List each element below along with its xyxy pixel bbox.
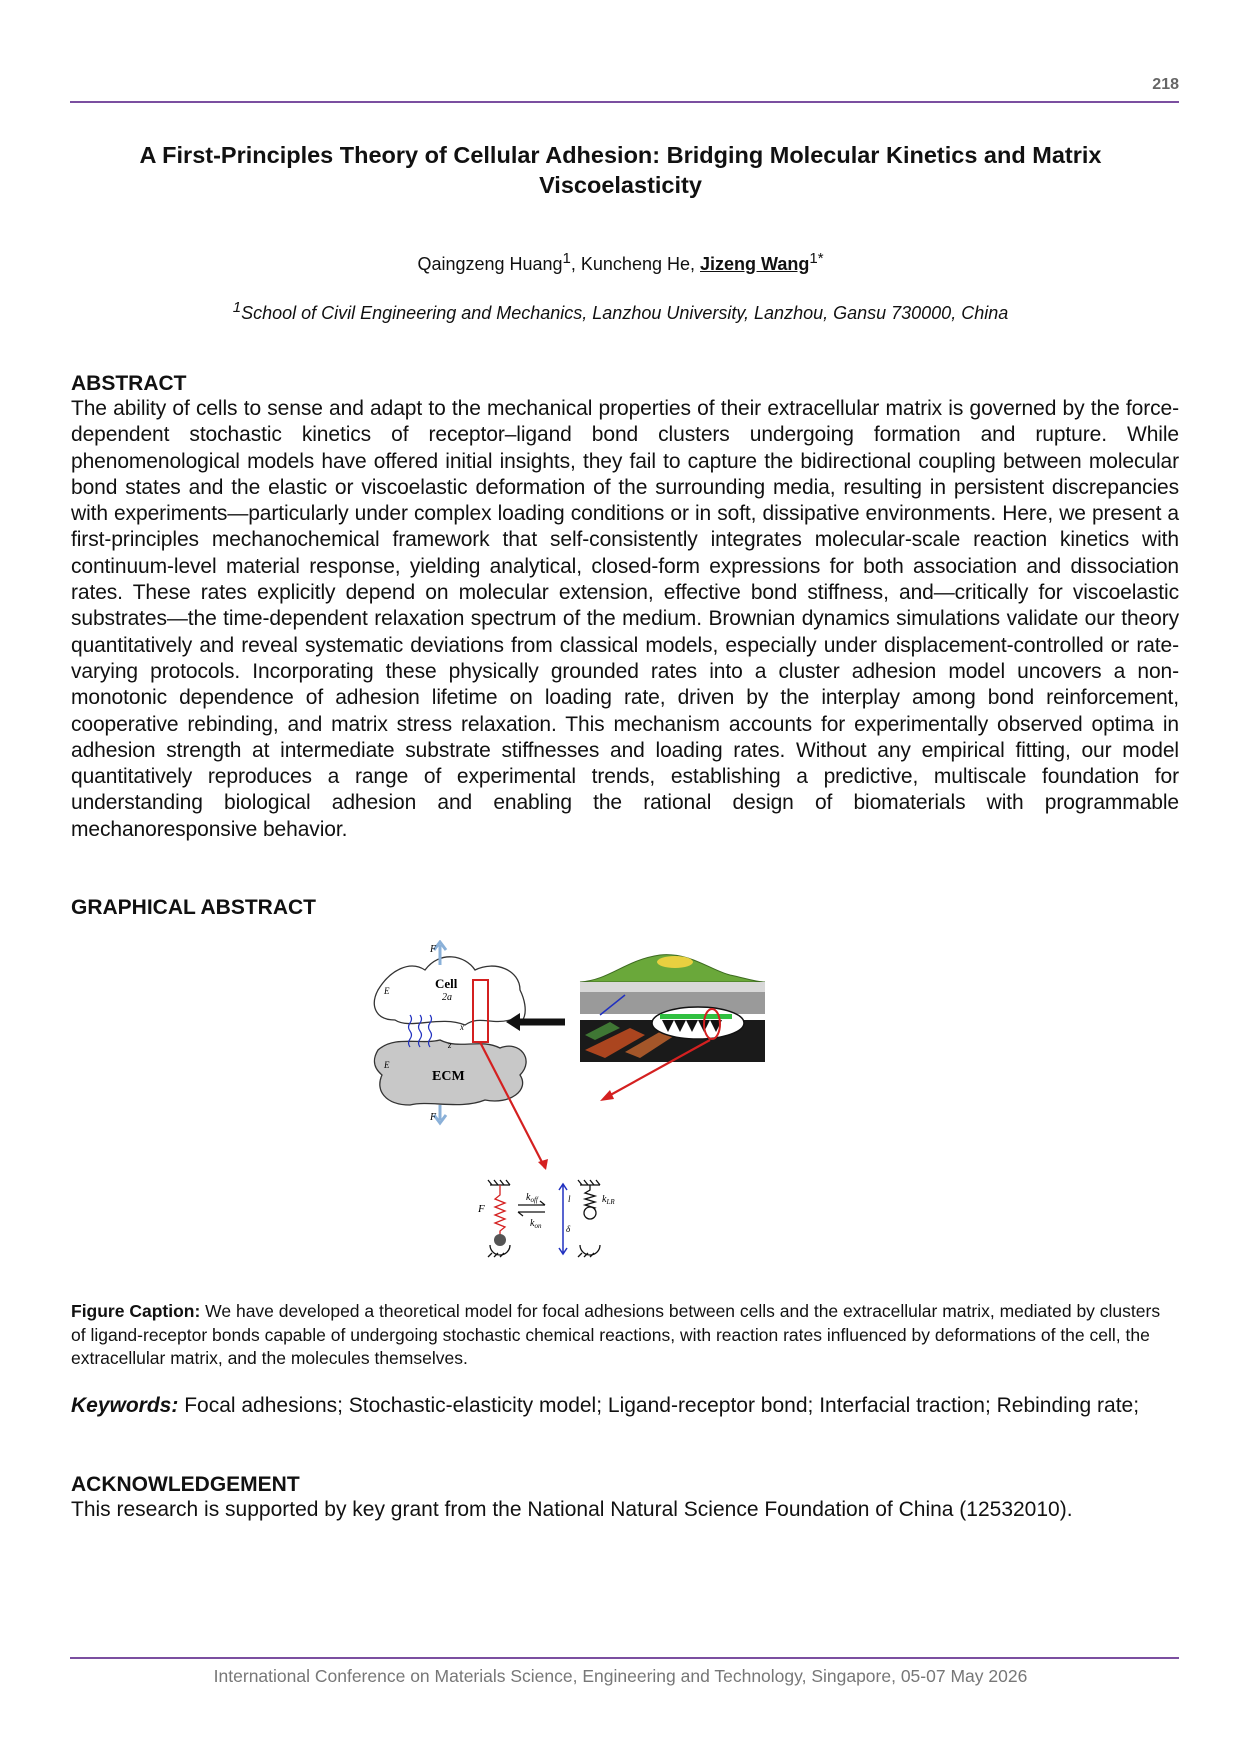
l-label: l xyxy=(568,1194,571,1204)
affiliation-sup: 1 xyxy=(232,299,242,316)
es-label: E xyxy=(384,1060,390,1070)
cell-substrate-image xyxy=(580,955,765,1062)
figure-caption xyxy=(71,1300,1179,1371)
ecm-label: ECM xyxy=(432,1069,465,1084)
delta-label: δ xyxy=(566,1224,571,1234)
author-separator: , xyxy=(570,254,581,274)
force-label-bottom: F xyxy=(430,1112,437,1123)
caption-label: Figure Caption: xyxy=(71,1301,201,1321)
separation-arrow xyxy=(559,1184,567,1254)
keywords-text: Focal adhesions; Stochastic-elasticity model; Ligand-receptor bond; Interfacial traction; Rebinding rate; xyxy=(178,1394,1140,1417)
author-affil-sup: 1* xyxy=(809,250,824,267)
author-separator: , xyxy=(690,254,701,274)
footer-conference: International Conference on Materials Science, Engineering and Technology, Singapore, 05-07 May 2026 xyxy=(213,1666,1028,1686)
two-a-label: 2a xyxy=(442,992,452,1003)
x-axis-label: x xyxy=(460,1022,464,1032)
affiliation-text: School of Civil Engineering and Mechanics, Lanzhou University, Lanzhou, Gansu 730000, China xyxy=(241,303,1009,323)
acknowledgement-section xyxy=(71,1473,1179,1523)
graphical-abstract-section xyxy=(71,896,1179,920)
koff-label: $k_{off}$ xyxy=(526,1192,538,1204)
graphical-abstract-heading: GRAPHICAL ABSTRACT xyxy=(71,896,316,919)
footer-rule xyxy=(70,1657,1179,1659)
author-name: Qaingzeng Huang xyxy=(417,254,563,274)
ligand-bead-bound xyxy=(494,1234,506,1246)
figure-svg xyxy=(370,940,870,1260)
caption-text: We have developed a theoretical model for focal adhesions between cells and the extracellular matrix, mediated by clusters of ligand-receptor bonds capable of undergoing stochastic chemical reactions, with reaction rates influenced by deformations of the cell, the extracellular matrix, and the molecules themselves. xyxy=(71,1301,1161,1368)
force-label-top: F xyxy=(430,944,437,955)
acknowledgement-text: This research is supported by key grant from the National Natural Science Foundation of China (12532010). xyxy=(71,1498,1073,1521)
header-rule xyxy=(70,101,1179,103)
acknowledgement-heading: ACKNOWLEDGEMENT xyxy=(71,1473,300,1496)
receptor-bead-free xyxy=(584,1207,596,1219)
abstract-heading: ABSTRACT xyxy=(71,372,187,395)
paper-title: A First-Principles Theory of Cellular Adhesion: Bridging Molecular Kinetics and Matrix Viscoelasticity xyxy=(139,142,1102,198)
abstract-body: The ability of cells to sense and adapt to the mechanical properties of their extracellular matrix is governed by the force-dependent stochastic kinetics of receptor–ligand bond clusters undergoing formation and rupture. While phenomenological models have offered initial insights, they fail to capture the bidirectional coupling between molecular bond states and the elastic or viscoelastic deformation of the surrounding media, resulting in persistent discrepancies with experiments—particularly under complex loading conditions or in soft, dissipative environments. Here, we present a first-principles mechanochemical framework that self-consistently integrates molecular-scale reaction kinetics with continuum-level material response, yielding analytical, closed-form expressions for both association and dissociation rates. These rates explicitly depend on molecular extension, effective bond stiffness, and—critically for viscoelastic substrates—the time-dependent relaxation spectrum of the medium. Brownian dynamics simulations validate our theory quantitatively and reveal systematic deviations from classical models, especially under displacement-controlled or rate-varying protocols. Incorporating these physically grounded rates into a cluster adhesion model uncovers a non-monotonic dependence of adhesion lifetime on loading rate, driven by the interplay among bond reinforcement, cooperative rebinding, and matrix stress relaxation. This mechanism accounts for experimentally observed optima in adhesion strength at intermediate substrate stiffnesses and loading rates. Without any empirical fitting, our model quantitatively reproduces a range of experimental trends, establishing a predictive, multiscale foundation for understanding biological adhesion and enabling the rational design of biomaterials with programmable mechanoresponsive behavior. xyxy=(71,397,1179,841)
graphical-abstract-figure xyxy=(370,940,870,1260)
page-number: 218 xyxy=(1152,76,1179,93)
keywords xyxy=(71,1393,1179,1419)
author-name: Kuncheng He xyxy=(580,254,690,274)
author-affil-sup: 1 xyxy=(562,250,571,267)
spring-force-label: F xyxy=(478,1203,485,1215)
z-axis-label: z xyxy=(448,1040,452,1050)
abstract-section xyxy=(71,372,1179,843)
kon-label: $k_{on}$ xyxy=(530,1218,542,1230)
ec-label: E xyxy=(384,986,390,996)
cell-label: Cell xyxy=(435,976,458,991)
klr-label: $k_{LR}$ xyxy=(602,1194,615,1206)
keywords-label: Keywords: xyxy=(71,1394,179,1417)
affiliation xyxy=(0,299,1241,324)
author-list xyxy=(0,250,1241,275)
corresponding-author: Jizeng Wang xyxy=(700,254,810,274)
